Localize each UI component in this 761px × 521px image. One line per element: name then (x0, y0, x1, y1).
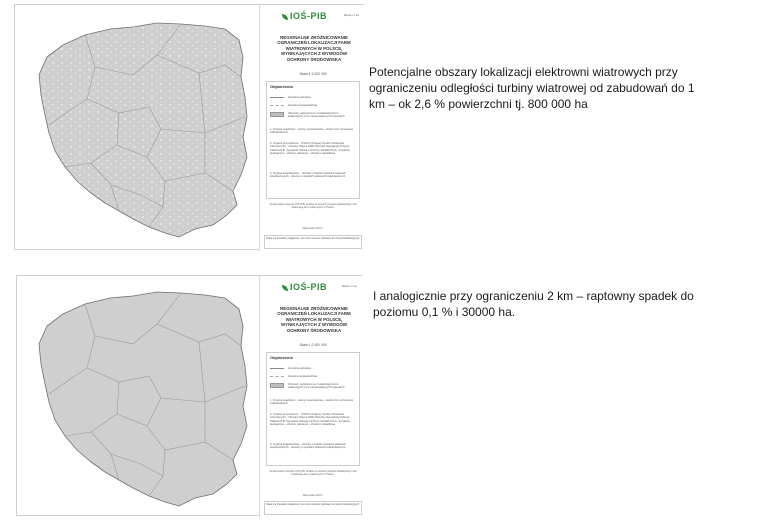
map-disclaimer: Mapa ma charakter poglądowy i nie może stanowić podstawy do decyzji lokalizacyjnych. (264, 501, 362, 515)
logo-text: IOŚ-PIB (290, 11, 328, 21)
criteria-nature: 2. Kryteria przyrodnicze: - KSOCh (Krajowy System Obszarów Chronionych) - Obszary Natura 2000 (Obszary Specjalnej Ochrony Ptaków PLB, Specjalne Obszary Ochrony Siedlisk PLH) - korytarze ekologiczne - obszary zalesione - obszary mokradłowe (270, 142, 350, 155)
legend-label: Obszary wykluczone z lokalizacji farm wiatrowych przy zastosowanych kryteriach (288, 382, 345, 390)
map-figure-1km (14, 4, 364, 250)
legend-heading: Objaśnienia (270, 84, 293, 89)
map-date: Warszawa 2010 r. (302, 494, 324, 497)
map-authors: Opracowanie zespołu IOŚ-PIB. Analiza w ramach projektu badawczego nad lokalizacją farm wiatrowych w Polsce. (269, 203, 357, 210)
state-border-line (270, 368, 284, 369)
legend-state-border (270, 366, 311, 370)
excluded-area-swatch (270, 383, 284, 388)
logo-text: IOŚ-PIB (290, 282, 328, 292)
legend-excluded-area (270, 112, 348, 119)
poland-outline (39, 292, 247, 506)
criteria-landscape: 3. Kryteria krajobrazowe: - obszary o bardzo wysokich walorach krajobrazowych - obszary o wysokich walorach krajobrazowych (270, 443, 346, 450)
poland-outline (39, 23, 247, 237)
map-legend-panel (259, 276, 363, 517)
criteria-settlement: 1. Kryteria osadnicze: - tereny mieszkaniowe - strefa 2 km od terenów zabudowanych (270, 399, 354, 406)
legend-label: Granica państwa (288, 366, 311, 370)
map-scale: Skala 1:2 400 000 (299, 72, 327, 76)
caption-2km: I analogicznie przy ograniczeniu 2 km – raptowny spadek do poziomu 0,1 % i 30000 ha. (373, 289, 694, 319)
poland-map-1km (15, 5, 259, 251)
leaf-icon (282, 14, 288, 20)
map-disclaimer: Mapa ma charakter poglądowy i nie może stanowić podstawy do decyzji lokalizacyjnych. (264, 235, 362, 249)
leaf-icon (282, 285, 288, 291)
map-title: REGIONALNE ZRÓŻNICOWANIE OGRANICZEŃ LOKALIZACJI FARM WIATROWYCH W POLSCE, WYNIKAJĄCYCH Z WYMOGÓW OCHRONY ŚRODOWISKA (277, 306, 351, 333)
voivodeship-border-line (270, 376, 284, 377)
ios-pib-logo (282, 11, 327, 21)
map-figure-2km (16, 275, 362, 516)
legend-state-border (270, 95, 311, 99)
criteria-nature: 2. Kryteria przyrodnicze: - KSOCh (Krajowy System Obszarów Chronionych) - Obszary Natura 2000 (Obszary Specjalnej Ochrony Ptaków PLB, Specjalne Obszary Ochrony Siedlisk PLH) - korytarze ekologiczne - obszary zalesione - obszary mokradłowe (270, 413, 350, 426)
poland-map-2km (17, 276, 259, 517)
criteria-landscape: 3. Kryteria krajobrazowe: - obszary o bardzo wysokich walorach krajobrazowych - obszary o wysokich walorach krajobrazowych (270, 172, 346, 179)
map-authors: Opracowanie zespołu IOŚ-PIB. Analiza w ramach projektu badawczego nad lokalizacją farm wiatrowych w Polsce. (269, 470, 357, 477)
legend-box (266, 81, 360, 199)
legend-label: Granica państwa (288, 95, 311, 99)
legend-label: Obszary wykluczone z lokalizacji farm wiatrowych przy zastosowanych kryteriach (288, 111, 345, 119)
map-number: Mapa nr 1e (341, 284, 357, 288)
caption-1km: Potencjalne obszary lokalizacji elektrowni wiatrowych przy ograniczeniu odległości turbiny wiatrowej od zabudowań do 1 km – ok 2,6 % powierzchni tj. 800 000 ha (369, 65, 695, 111)
legend-label: Granica województwa (288, 103, 318, 107)
map-title: REGIONALNE ZRÓŻNICOWANIE OGRANICZEŃ LOKALIZACJI FARM WIATROWYCH W POLSCE, WYNIKAJĄCYCH Z WYMOGÓW OCHRONY ŚRODOWISKA (277, 35, 351, 62)
legend-voivodeship-border (270, 103, 317, 107)
state-border-line (270, 97, 284, 98)
legend-label: Granica województwa (288, 374, 318, 378)
criteria-settlement: 1. Kryteria osadnicze: - tereny mieszkaniowe - strefa 1 km od terenów zabudowanych (270, 128, 354, 135)
map-scale: Skala 1:2 400 000 (299, 343, 327, 347)
map-date: Warszawa 2010 r. (302, 227, 324, 230)
map-number: Mapa nr 1a (343, 13, 359, 17)
legend-box (266, 352, 360, 466)
excluded-area-swatch (270, 112, 284, 117)
ios-pib-logo (282, 282, 327, 292)
map-legend-panel (259, 5, 365, 251)
legend-voivodeship-border (270, 374, 317, 378)
legend-heading: Objaśnienia (270, 355, 293, 360)
legend-excluded-area (270, 383, 348, 390)
voivodeship-border-line (270, 105, 284, 106)
